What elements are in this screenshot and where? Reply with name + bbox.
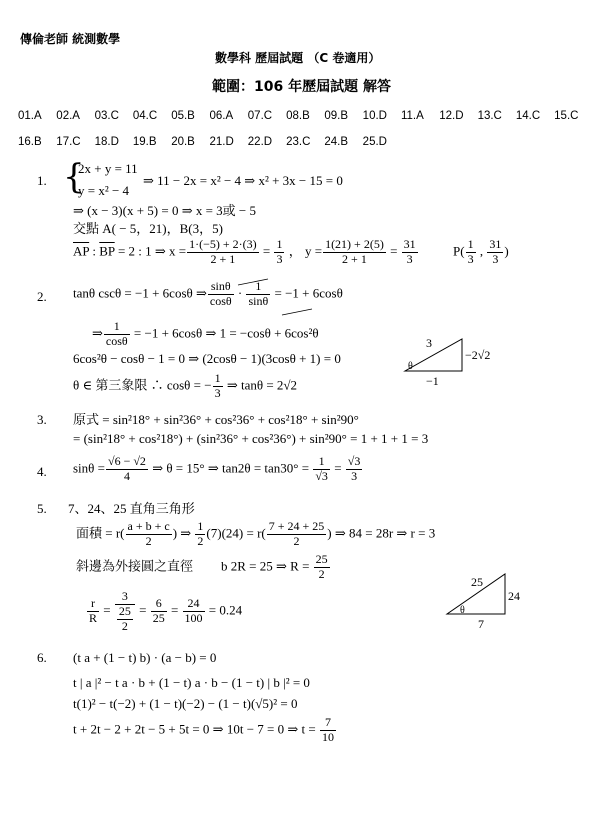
- q5-triangle-hyp: 25: [471, 575, 483, 589]
- answer-item: 18.D: [94, 136, 119, 148]
- q6-line1: (t a + (1 − t) b) · (a − b) = 0: [73, 650, 217, 665]
- q5-l4-eq-1: =: [100, 602, 114, 618]
- q4-l1-tan: ⇒ θ = 15° ⇒ tan2θ = tan30° =: [148, 460, 313, 476]
- q5-l2-area: 面積 = r(: [76, 525, 125, 541]
- q2-frac-one-third: [213, 372, 223, 401]
- q3-line1: 原式 = sin²18° + sin²36° + cos²36° + cos²18° + sin²90°: [73, 412, 359, 427]
- q5-frac-24-100: [183, 597, 205, 626]
- answer-row-2: [18, 137, 401, 149]
- q5-l3-text: 斜邊為外接圓之直徑: [76, 558, 194, 574]
- q1-x-eq: = 2 : 1 ⇒ x =: [114, 243, 187, 259]
- q1-p-frac-y-den: 3: [492, 251, 499, 266]
- q4-frac-root3-third: [346, 455, 363, 484]
- q5-triangle: [445, 572, 545, 632]
- q2-cancel-strokes: [236, 281, 296, 321]
- q5-frac-abc: [126, 520, 172, 549]
- q2-l4-cos: θ ∈ 第三象限 ∴ cosθ = −: [73, 377, 212, 393]
- q6-number: 6.: [37, 650, 47, 665]
- q2-triangle-angle: θ: [408, 361, 413, 372]
- answer-item: 01.A: [18, 110, 42, 122]
- answer-item: 08.B: [286, 110, 310, 122]
- q2-l2-rhs: = −1 + 6cosθ ⇒ 1 = −cosθ + 6cos²θ: [130, 325, 319, 341]
- answer-item: 14.C: [515, 110, 541, 122]
- answer-item: 03.C: [94, 110, 119, 122]
- cancel-stroke-sin-den: [282, 309, 312, 315]
- q1-system-eq2: y = x² − 4: [78, 183, 130, 198]
- q5-l2-product: (7)(24) = r(: [206, 525, 266, 541]
- answer-item: 13.C: [477, 110, 502, 122]
- answer-item: 25.D: [362, 136, 387, 148]
- q1-p-frac-y-num: 31: [489, 237, 502, 251]
- q5-frac-24-100-num: 24: [183, 597, 205, 612]
- q3-number: 3.: [37, 412, 47, 427]
- q1-p-frac-y: [487, 238, 503, 267]
- answer-item: 19.B: [132, 136, 157, 148]
- q1-frac-x: [187, 238, 259, 267]
- q2-l1-dot: ·: [234, 285, 246, 301]
- q2-triangle-shape: [405, 339, 462, 371]
- q5-frac-r-over-R: [87, 597, 99, 626]
- q2-frac-sin-cos-den: cosθ: [209, 293, 232, 308]
- answer-item: 15.C: [554, 110, 579, 122]
- q5-frac-6-25-den: 25: [152, 611, 165, 626]
- q5-frac-sides-den: 2: [293, 533, 300, 548]
- q5-frac-half-den: 2: [197, 533, 204, 548]
- q4-line1: [73, 455, 363, 484]
- answer-item: 09.B: [324, 110, 349, 122]
- author-line: 傳倫老師 統測數學: [20, 32, 121, 46]
- q1-y-eq: ， y =: [285, 243, 323, 259]
- q4-frac-one-root3-num: 1: [313, 455, 330, 470]
- q2-frac-one-third-num: 1: [214, 371, 221, 385]
- q3-line2: = (sin²18° + cos²18°) + (sin²36° + cos²36°) + sin²90° = 1 + 1 + 1 = 3: [73, 431, 429, 446]
- q1-p-frac-x-num: 1: [467, 237, 474, 251]
- q6-l4-eq: t + 2t − 2 + 2t − 5 + 5t = 0 ⇒ 10t − 7 = 0 ⇒ t =: [73, 721, 319, 737]
- q2-frac-one-sin-num: 1: [246, 280, 270, 295]
- q5-number: 5.: [37, 501, 47, 516]
- q4-frac-sin-num: √6 − √2: [107, 454, 146, 468]
- q1-number: 1.: [37, 173, 47, 188]
- q1-p-close: ): [504, 243, 509, 259]
- q5-frac-6-25: [151, 597, 167, 626]
- q5-frac-24-100-den: 100: [184, 611, 203, 626]
- answer-item: 24.B: [324, 136, 349, 148]
- q2-l1-lhs: tanθ cscθ = −1 + 6cosθ ⇒: [73, 285, 207, 301]
- q2-frac-one-cos-den: cosθ: [105, 333, 128, 348]
- q5-frac-sides: [267, 520, 327, 549]
- q6-line3: t(1)² − t(−2) + (1 − t)(−2) − (1 − t)(√5)² = 0: [73, 696, 298, 711]
- q2-triangle-side: −2√2: [465, 348, 491, 362]
- q1-eq-sign-2: =: [386, 243, 401, 259]
- q5-triangle-angle: θ: [460, 605, 465, 616]
- q1-line3: 交點 A( − 5，21)，B(3，5): [73, 221, 223, 236]
- answer-row-1: [18, 111, 592, 123]
- q5-frac-abc-den: 2: [145, 533, 152, 548]
- q1-frac-x-result: [274, 238, 284, 267]
- q5-line1: 7、24、25 直角三角形: [68, 501, 195, 516]
- q2-number: 2.: [37, 289, 47, 304]
- answer-item: 05.B: [171, 110, 195, 122]
- q2-l4-tan: ⇒ tanθ = 2√2: [223, 377, 298, 393]
- q2-line1: [73, 280, 343, 309]
- answer-item: 21.D: [209, 136, 234, 148]
- q4-frac-one-root3: [313, 455, 330, 484]
- answer-item: 17.C: [56, 136, 81, 148]
- q2-frac-one-cos: [104, 320, 130, 349]
- q1-system-eq1: 2x + y = 11: [78, 161, 138, 176]
- answer-item: 12.D: [439, 110, 464, 122]
- answer-item: 06.A: [209, 110, 234, 122]
- q5-frac-r-over-R-num: r: [87, 597, 99, 612]
- q6-frac-t: [320, 716, 336, 745]
- answer-item: 22.D: [247, 136, 273, 148]
- q2-triangle-base: −1: [426, 374, 439, 388]
- q5-line2: [76, 520, 435, 549]
- q5-l2-implies: ) ⇒: [172, 525, 195, 541]
- q5-frac-half: [195, 520, 205, 549]
- q2-frac-sin-cos: [208, 280, 234, 309]
- q5-frac-abc-num: a + b + c: [127, 519, 170, 533]
- q4-frac-sin: [106, 455, 148, 484]
- q2-l2-implies: ⇒: [92, 325, 103, 341]
- q1-frac-y: [323, 238, 386, 267]
- q5-frac-r: [314, 553, 330, 582]
- q5-inner-frac: [117, 605, 133, 634]
- q2-frac-sin-cos-num: sinθ: [208, 280, 234, 295]
- q1-line4: [73, 238, 419, 267]
- q5-frac-r-num: 25: [315, 552, 328, 566]
- q1-frac-x-den: 2 + 1: [210, 251, 236, 266]
- q5-frac-sides-num: 7 + 24 + 25: [268, 519, 325, 533]
- q1-vec-bp: $\overline{BP}$: [99, 243, 115, 259]
- q2-line2: [92, 320, 319, 349]
- q1-frac-x-num: 1·(−5) + 2·(3): [189, 237, 257, 251]
- q4-l1-eq: =: [330, 460, 345, 476]
- q1-frac-y-result-num: 31: [403, 237, 416, 251]
- system-brace: {: [63, 157, 85, 197]
- q2-frac-one-third-den: 3: [214, 385, 221, 400]
- q2-triangle-hyp: 3: [426, 336, 432, 350]
- answer-item: 20.B: [171, 136, 195, 148]
- q6-frac-t-den: 10: [321, 729, 334, 744]
- q2-l1-rhs: = −1 + 6cosθ: [271, 285, 343, 301]
- q1-frac-y-result: [402, 238, 418, 267]
- q2-triangle: [400, 335, 530, 390]
- q6-line4: [73, 716, 337, 745]
- q1-frac-y-result-den: 3: [406, 251, 413, 266]
- q1-frac-y-num: 1(21) + 2(5): [325, 237, 384, 251]
- q5-l4-result: = 0.24: [205, 602, 243, 618]
- answer-item: 04.C: [132, 110, 158, 122]
- q5-frac-half-num: 1: [197, 519, 204, 533]
- q4-frac-root3-third-den: 3: [351, 468, 358, 483]
- q1-p-comma: ,: [476, 243, 487, 259]
- q5-line4: [86, 590, 242, 633]
- q5-l2-result: ) ⇒ 84 = 28r ⇒ r = 3: [327, 525, 436, 541]
- q1-vec-ap: $\overline{AP}$: [73, 243, 90, 259]
- q2-frac-one-sin-den: sinθ: [248, 293, 269, 308]
- q1-p-open: P(: [453, 243, 465, 259]
- q1-ratio-colon: :: [89, 243, 100, 259]
- q4-frac-root3-third-num: √3: [347, 454, 361, 468]
- q4-frac-sin-den: 4: [123, 468, 130, 483]
- page-title: 範圍：106 年歷屆試題 解答: [212, 79, 391, 95]
- q1-p-frac-x: [466, 238, 476, 267]
- q5-frac-r-den: 2: [318, 566, 325, 581]
- answer-item: 07.C: [247, 110, 273, 122]
- answer-item: 11.A: [400, 110, 424, 122]
- q5-complex-frac: [115, 590, 135, 633]
- q1-frac-x-result-den: 3: [276, 251, 283, 266]
- q4-frac-one-root3-den: √3: [315, 468, 328, 483]
- q6-frac-t-num: 7: [320, 716, 336, 731]
- subject-line: 數學科 歷屆試題 （C 卷適用）: [215, 51, 381, 65]
- q1-frac-y-den: 2 + 1: [342, 251, 367, 266]
- q5-frac-6-25-num: 6: [151, 597, 167, 612]
- q1-eq-sign-1: =: [259, 243, 274, 259]
- q4-l1-sin: sinθ =: [73, 460, 105, 476]
- q2-line3: 6cos²θ − cosθ − 1 = 0 ⇒ (2cosθ − 1)(3cosθ + 1) = 0: [73, 351, 341, 366]
- q5-frac-r-over-R-den: R: [89, 611, 98, 626]
- answer-item: 10.D: [362, 110, 387, 122]
- q5-line3: [76, 553, 331, 582]
- q1-line2: ⇒ (x − 3)(x + 5) = 0 ⇒ x = 3或 − 5: [73, 203, 257, 218]
- q5-l4-eq-3: =: [167, 602, 182, 618]
- q2-line4: [73, 372, 297, 401]
- answer-item: 23.C: [286, 136, 311, 148]
- q1-p-frac-x-den: 3: [467, 251, 474, 266]
- q1-point-p: [453, 238, 509, 267]
- q5-complex-frac-num: 3: [115, 590, 135, 605]
- q6-line2: t | a |² − t a · b + (1 − t) a · b − (1 − t) | b |² = 0: [73, 675, 310, 690]
- q5-l4-eq-2: =: [135, 602, 150, 618]
- q5-inner-frac-den: 2: [121, 618, 128, 633]
- q5-inner-frac-num: 25: [118, 603, 131, 618]
- q4-number: 4.: [37, 464, 47, 479]
- q5-triangle-base: 7: [478, 617, 484, 631]
- q2-frac-one-cos-num: 1: [104, 320, 130, 335]
- q5-triangle-side: 24: [508, 589, 520, 603]
- q5-l3-r: b 2R = 25 ⇒ R =: [221, 558, 313, 574]
- answer-item: 02.A: [56, 110, 80, 122]
- q5-complex-frac-den: [115, 605, 135, 634]
- q1-line1: ⇒ 11 − 2x = x² − 4 ⇒ x² + 3x − 15 = 0: [143, 173, 343, 188]
- answer-item: 16.B: [18, 136, 42, 148]
- q1-frac-x-result-num: 1: [276, 237, 283, 251]
